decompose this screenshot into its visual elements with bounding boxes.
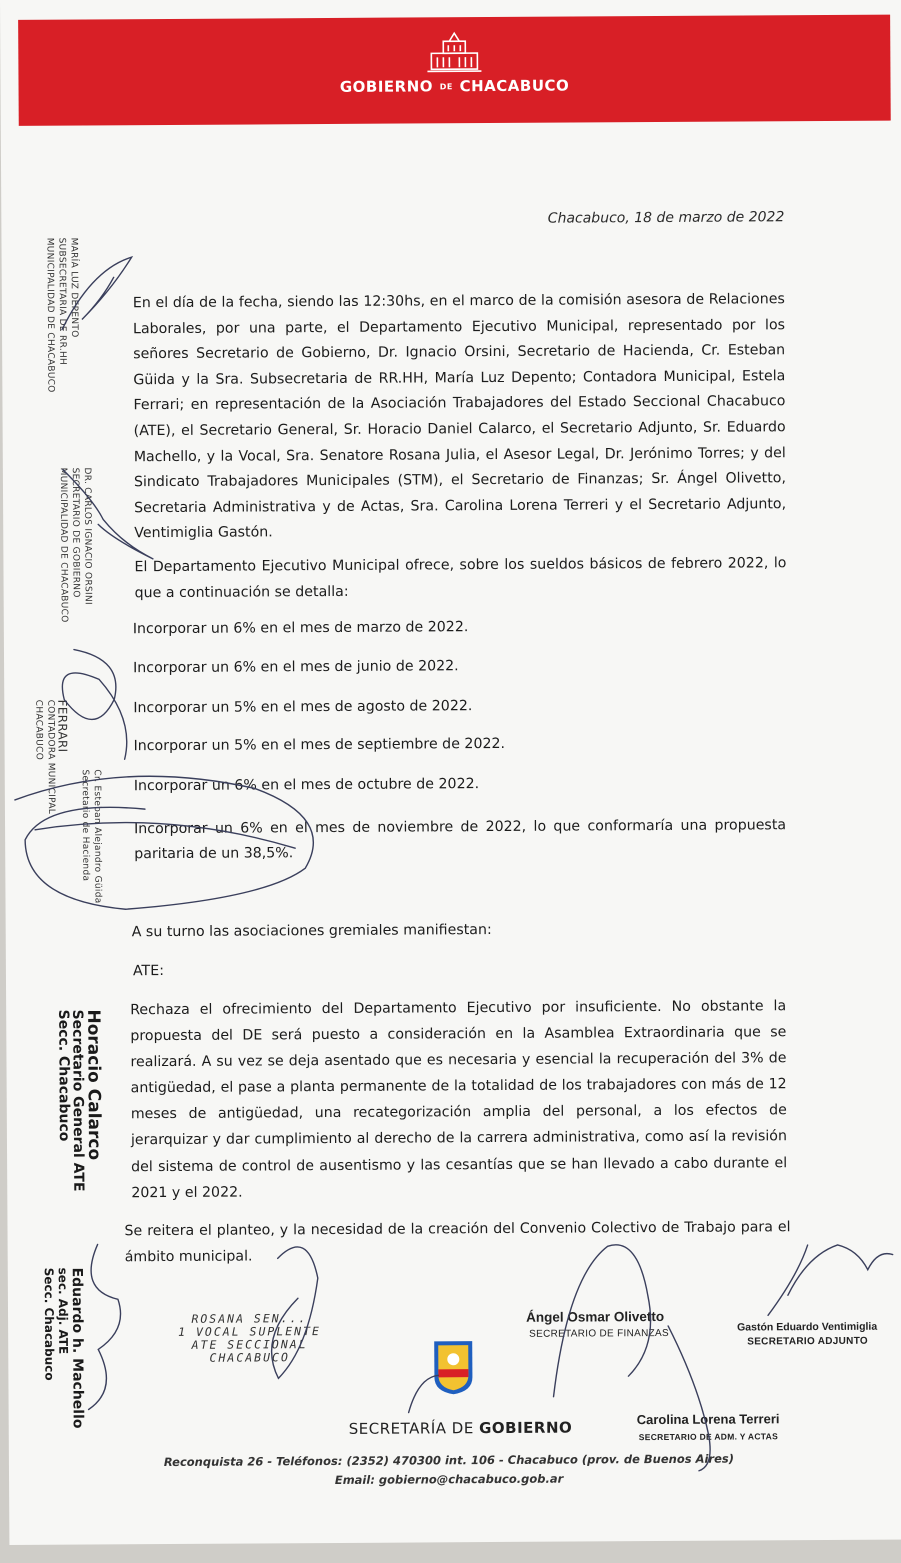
signature-name-terreri: Carolina Lorena Terreri	[636, 1411, 780, 1428]
document-date: Chacabuco, 18 de marzo de 2022	[547, 209, 785, 227]
signature-title-terreri: SECRETARIO DE ADM. Y ACTAS	[638, 1431, 779, 1443]
offer-item: Incorporar un 6% en el mes de noviembre de 2022, lo que conformaría una propuesta paritaria de un 38,5%.	[134, 817, 787, 863]
header-org-name: GOBIERNO DE CHACABUCO	[339, 76, 570, 96]
header-banner	[18, 15, 891, 126]
signature-scribble	[88, 1244, 122, 1409]
footer-address: Reconquista 26 - Teléfonos: (2352) 470300 int. 106 - Chacabuco (prov. de Buenos Aires)	[163, 1451, 735, 1470]
ate-heading: ATE:	[132, 963, 164, 980]
stamp-ferrari: FERRARI CONTADORA MUNICIPAL CHACABUCO	[33, 699, 70, 815]
stamp-orsini: DR. CARLOS IGNACIO ORSINI SECRETARIO DE GOBIERNO MUNICIPALIDAD DE CHACABUCO	[57, 467, 93, 623]
offer-item: Incorporar un 6% en el mes de junio de 2022.	[133, 658, 459, 677]
paragraph-ate-response: Rechaza el ofrecimiento del Departamento Ejecutivo por insuficiente. No obstante la propuesta del DE será puesto a consideración en la Asamblea Extraordinaria que se realizará. A su vez se deja asentado que es necesaria y esencial la recuperación del 3% de antigüedad, el pase a planta permanente de la totalidad de los trabajadores con más de 12 meses de antigüedad, una recategorización amplia del personal, a los efectos de jerarquizar y dar cumplimiento al derecho de la carrera administrativa, como así la revisión del sistema de control de ausentismo y las cesantías que se han llevado a cabo durante el 2021 y el 2022.	[130, 998, 788, 1201]
signature-name-ventimiglia: Gastón Eduardo Ventimiglia	[737, 1320, 878, 1334]
signature-scribble	[62, 649, 127, 759]
stamp-rosana: ROSANA SEN... 1 VOCAL SUPLENTE ATE SECCIONAL CHACABUCO	[178, 1311, 321, 1365]
paragraph-attendees: En el día de la fecha, siendo las 12:30hs, en el marco de la comisión asesora de Relaciones Laborales, por una parte, el Departamento Ejecutivo Municipal, representado por los señores Secretario de Gobierno, Dr. Ignacio Orsini, Secretario de Hacienda, Cr. Esteban Güida y la Sra. Subsecretaria de RR.HH, María Luz Depento; Contadora Municipal, Estela Ferrari; en representación de la Asociación Trabajadores del Estado Seccional Chacabuco (ATE), el Secretario General, Sr. Horacio Daniel Calarco, el Secretario Adjunto, Sr. Eduardo Machello, y la Vocal, Sra. Senatore Rosana Julia, el Asesor Legal, Dr. Jerónimo Torres; y del Sindicato Trabajadores Municipales (STM), el Secretario de Finanzas; Sr. Ángel Olivetto, Secretaria Administrativa y de Actas, Sra. Carolina Lorena Terreri y el Secretario Adjunto, Ventimiglia Gastón.	[132, 291, 787, 542]
paragraph-offer-intro: El Departamento Ejecutivo Municipal ofrece, sobre los sueldos básicos de febrero 2022, lo que a continuación se detalla:	[134, 555, 787, 601]
paragraph-convenio: Se reitera el planteo, y la necesidad de la creación del Convenio Colectivo de Trabajo para el ámbito municipal.	[124, 1219, 791, 1266]
municipal-building-logo-icon	[425, 31, 483, 73]
unions-statement-line: A su turno las asociaciones gremiales manifiestan:	[131, 922, 492, 941]
offer-item: Incorporar un 6% en el mes de marzo de 2022.	[132, 619, 469, 638]
footer-email: Email: gobierno@chacabuco.gob.ar	[334, 1471, 564, 1487]
stamp-calarco: Horacio Calarco Secretario General ATE Secc. Chacabuco	[55, 1009, 105, 1192]
signature-scribble	[788, 1245, 893, 1296]
offer-item: Incorporar un 5% en el mes de agosto de 2022.	[133, 698, 473, 717]
offer-item: Incorporar un 5% en el mes de septiembre de 2022.	[133, 735, 506, 755]
offer-item: Incorporar un 6% en el mes de octubre de 2022.	[133, 776, 480, 795]
stamp-machello: Eduardo h. Machello sec. Adj. ATE Secc. Chacabuco	[41, 1267, 86, 1429]
chacabuco-shield-icon	[432, 1339, 474, 1395]
signature-scribble	[668, 1326, 710, 1471]
secretaria-de-gobierno: SECRETARÍA DE GOBIERNO	[348, 1418, 573, 1438]
stamp-depento: MARÍA LUZ DEPENTO SUBSECRETARIA DE RR.HH MUNICIPALIDAD DE CHACABUCO	[44, 237, 80, 393]
signature-title-ventimiglia: SECRETARIO ADJUNTO	[747, 1335, 869, 1348]
signature-title-olivetto: SECRETARIO DE FINANZAS	[529, 1327, 669, 1340]
signature-name-olivetto: Ángel Osmar Olivetto	[526, 1308, 665, 1325]
stamp-guida: Cr. Esteban Alejandro Güida Secretario de Hacienda	[79, 769, 103, 904]
